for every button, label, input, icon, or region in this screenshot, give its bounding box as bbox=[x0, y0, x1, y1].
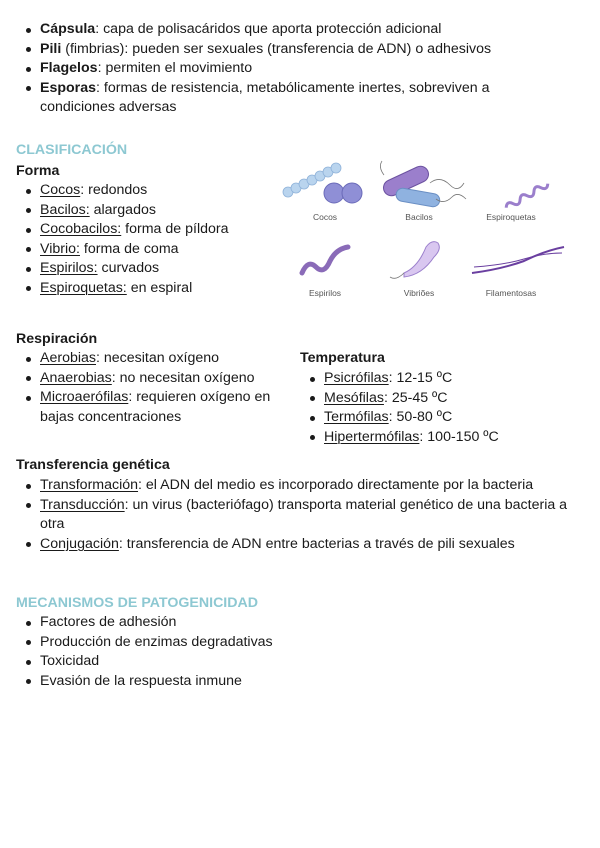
caption-bacilos: Bacilos bbox=[405, 212, 433, 222]
patogenicidad-heading: MECANISMOS DE PATOGENICIDAD bbox=[16, 595, 258, 611]
list-item: Termófilas: 50-80 ºC bbox=[300, 408, 580, 428]
bacilos-icon bbox=[380, 161, 466, 208]
respiracion-list bbox=[16, 349, 302, 427]
bacteria-shapes-figure bbox=[276, 155, 576, 305]
cocos-icon bbox=[283, 163, 362, 203]
temperatura-heading: Temperatura bbox=[300, 350, 385, 366]
list-item: Espirilos: curvados bbox=[16, 259, 276, 279]
list-item: Aerobias: necesitan oxígeno bbox=[16, 349, 302, 369]
list-item: Transformación: el ADN del medio es incorporado directamente por la bacteria bbox=[16, 476, 555, 496]
respiracion-heading: Respiración bbox=[16, 331, 98, 347]
list-item: Vibrio: forma de coma bbox=[16, 240, 276, 260]
caption-cocos: Cocos bbox=[312, 212, 338, 222]
list-item: Factores de adhesión bbox=[16, 613, 576, 633]
list-item: Esporas: formas de resistencia, metabólicamente inertes, sobreviven a condiciones adversas bbox=[16, 79, 540, 118]
espirilos-icon bbox=[302, 247, 348, 273]
caption-espirilos: Espirilos bbox=[308, 288, 342, 298]
list-item: Bacilos: alargados bbox=[16, 201, 276, 221]
filamentosas-icon bbox=[472, 247, 564, 273]
bacteria-illustration bbox=[276, 155, 576, 305]
transferencia-list bbox=[16, 476, 576, 554]
list-item: Toxicidad bbox=[16, 652, 576, 672]
caption-vibrios: Vibriões bbox=[403, 288, 435, 298]
transferencia-heading: Transferencia genética bbox=[16, 457, 170, 473]
forma-list bbox=[16, 181, 276, 299]
list-item: Flagelos: permiten el movimiento bbox=[16, 59, 576, 79]
forma-heading: Forma bbox=[16, 163, 60, 179]
list-item: Cocos: redondos bbox=[16, 181, 276, 201]
list-item: Conjugación: transferencia de ADN entre bacterias a través de pili sexuales bbox=[16, 535, 576, 555]
list-item: Anaerobias: no necesitan oxígeno bbox=[16, 369, 302, 389]
patogenicidad-list bbox=[16, 613, 576, 691]
clasificacion-heading: CLASIFICACIÓN bbox=[16, 142, 128, 158]
structures-list bbox=[16, 20, 576, 118]
list-item: Mesófilas: 25-45 ºC bbox=[300, 389, 580, 409]
list-item: Espiroquetas: en espiral bbox=[16, 279, 276, 299]
espiroquetas-icon bbox=[505, 181, 550, 210]
list-item: Psicrófilas: 12-15 ºC bbox=[300, 369, 580, 389]
list-item: Hipertermófilas: 100-150 ºC bbox=[300, 428, 580, 448]
list-item: Cocobacilos: forma de píldora bbox=[16, 220, 276, 240]
list-item: Producción de enzimas degradativas bbox=[16, 633, 576, 653]
list-item: Evasión de la respuesta inmune bbox=[16, 672, 576, 692]
caption-filamentosas: Filamentosas bbox=[485, 288, 537, 298]
caption-espiroquetas: Espiroquetas bbox=[486, 212, 536, 222]
list-item: Transducción: un virus (bacteriófago) transporta material genético de una bacteria a otra bbox=[16, 496, 576, 535]
list-item: Pili (fimbrias): pueden ser sexuales (transferencia de ADN) o adhesivos bbox=[16, 40, 576, 60]
list-item: Microaerófilas: requieren oxígeno en bajas concentraciones bbox=[16, 388, 302, 427]
list-item: Cápsula: capa de polisacáridos que aporta protección adicional bbox=[16, 20, 576, 40]
temperatura-list bbox=[300, 369, 580, 447]
vibrios-icon bbox=[390, 242, 439, 279]
